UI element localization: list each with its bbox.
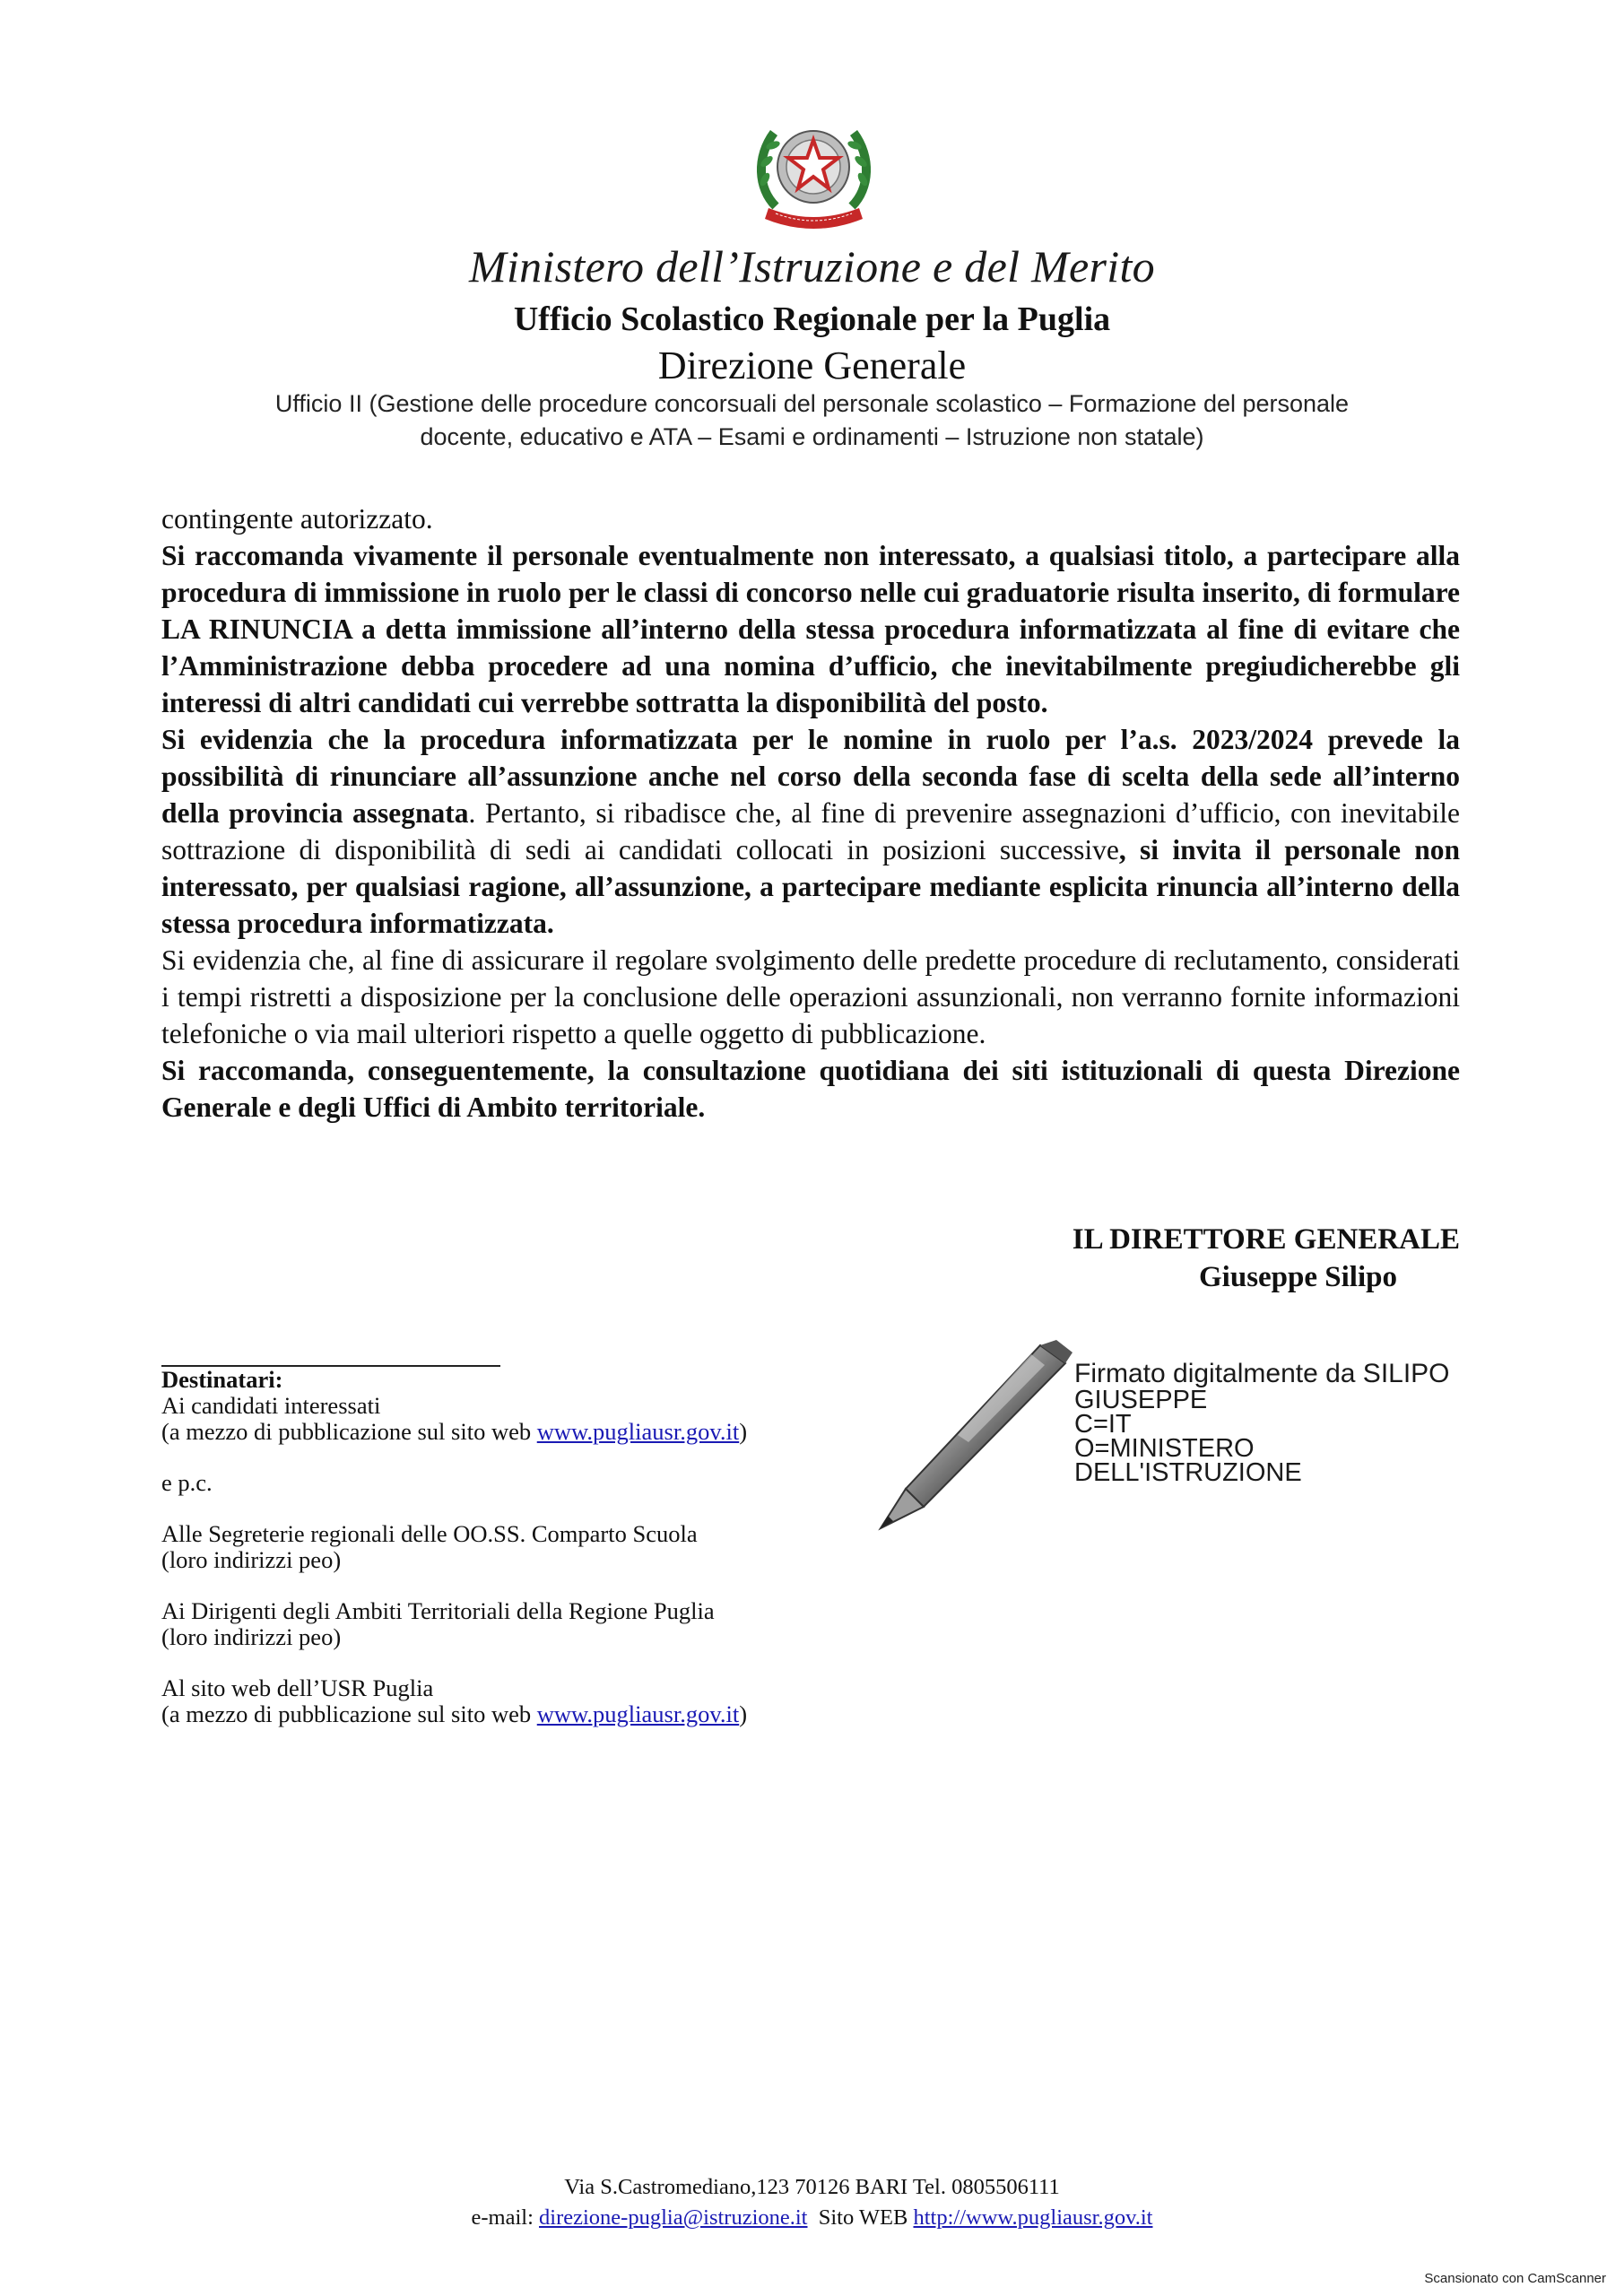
paragraph-2-bold-1: Si evidenzia che la procedura informatizzata per le nomine in ruolo per l’a.s. 2023/2024 prevede la possibilità di rinunciare all’assunzione anche nel corso della seconda fase di scelta della sede all’interno della provincia assegnata [161,724,1460,829]
scan-note: Scansionato con CamScanner [1424,2271,1606,2286]
footer-contacts: e-mail: direzione-puglia@istruzione.it Sito WEB http://www.pugliausr.gov.it [471,2205,1153,2230]
recipient-4-line-2: (a mezzo di pubblicazione sul sito web www.pugliausr.gov.it) [161,1700,748,1727]
signatory-name: Giuseppe Silipo [1199,1261,1397,1293]
footer-email-link[interactable]: direzione-puglia@istruzione.it [539,2205,808,2230]
recipient-4-link[interactable]: www.pugliausr.gov.it [536,1700,740,1727]
digital-signature [1074,1361,1450,1485]
direction-name: Direzione Generale [657,344,967,387]
recipient-3-line-1: Ai Dirigenti degli Ambiti Territoriali della Regione Puglia [161,1597,715,1624]
regional-office-name: Ufficio Scolastico Regionale per la Puglia [513,300,1111,338]
recipient-1-line-2: (a mezzo di pubblicazione sul sito web www.pugliausr.gov.it) [161,1418,748,1445]
recipients-block [161,1367,747,1727]
signatory-title: IL DIRETTORE GENERALE [1072,1223,1460,1256]
republic-emblem [749,108,879,233]
paragraph-1: Si raccomanda vivamente il personale eventualmente non interessato, a qualsiasi titolo, a partecipare alla procedura di immissione in ruolo per le classi di concorso nelle cui graduatorie risulta inserito, di formulare LA RINUNCIA a detta immissione all’interno della stessa procedura informatizzata al fine di evitare che l’Amministrazione debba procedere ad una nomina d’ufficio, che inevitabilmente pregiudicherebbe gli interessi di altri candidati cui verrebbe sottratta la disponibilità del posto. [161,540,1460,718]
paragraph-2-bold-2: , si invita il personale non interessato, per qualsiasi ragione, all’assunzione, a partecipare mediante esplicita rinuncia all’interno della stessa procedura informatizzata. [161,834,1460,939]
recipient-2-line-1: Alle Segreterie regionali delle OO.SS. Comparto Scuola [161,1520,698,1547]
paragraph-4: Si raccomanda, conseguentemente, la consultazione quotidiana dei siti istituzionali di questa Direzione Generale e degli Uffici di Ambito territoriale. [161,1055,1460,1123]
ministry-name: Ministero dell’Istruzione e del Merito [469,241,1155,291]
office-description [0,387,1624,454]
epc-label: e p.c. [161,1469,213,1496]
office-description-line-2: docente, educativo e ATA – Esami e ordinamenti – Istruzione non statale) [420,423,1204,450]
digital-signature-line-1: Firmato digitalmente da SILIPO [1074,1359,1450,1388]
recipient-1-line-1: Ai candidati interessati [161,1392,381,1419]
digital-signature-line-2: GIUSEPPE [1074,1386,1208,1414]
footer-address: Via S.Castromediano,123 70126 BARI Tel. 0805506111 [564,2175,1060,2199]
pen-icon [861,1336,1076,1538]
paragraph-0: contingente autorizzato. [161,503,433,535]
paragraph-2-normal: . Pertanto, si ribadisce che, al fine di prevenire assegnazioni d’ufficio, con inevitabile sottrazione di disponibilità di sedi ai candidati collocati in posizioni successive [161,797,1460,865]
footer-web-link[interactable]: http://www.pugliausr.gov.it [913,2205,1153,2230]
digital-signature-line-5: DELL'ISTRUZIONE [1074,1458,1302,1487]
recipients-heading: Destinatari: [161,1366,283,1393]
paragraph-2 [161,721,1460,942]
digital-signature-line-4: O=MINISTERO [1074,1434,1255,1463]
letter-body [161,500,1460,1126]
digital-signature-line-3: C=IT [1074,1410,1132,1439]
paragraph-3: Si evidenzia che, al fine di assicurare il regolare svolgimento delle predette procedure di reclutamento, considerati i tempi ristretti a disposizione per la conclusione delle operazioni assunzionali, non verranno fornite informazioni telefoniche o via mail ulteriori rispetto a quelle oggetto di pubblicazione. [161,944,1460,1049]
recipient-1-link[interactable]: www.pugliausr.gov.it [536,1418,740,1445]
office-description-line-1: Ufficio II (Gestione delle procedure concorsuali del personale scolastico – Formazione del personale [274,390,1350,417]
page-footer [0,2172,1624,2233]
recipient-3-line-2: (loro indirizzi peo) [161,1623,342,1650]
recipient-4-line-1: Al sito web dell’USR Puglia [161,1674,434,1701]
signatory-block [1073,1221,1460,1296]
recipient-2-line-2: (loro indirizzi peo) [161,1546,342,1573]
